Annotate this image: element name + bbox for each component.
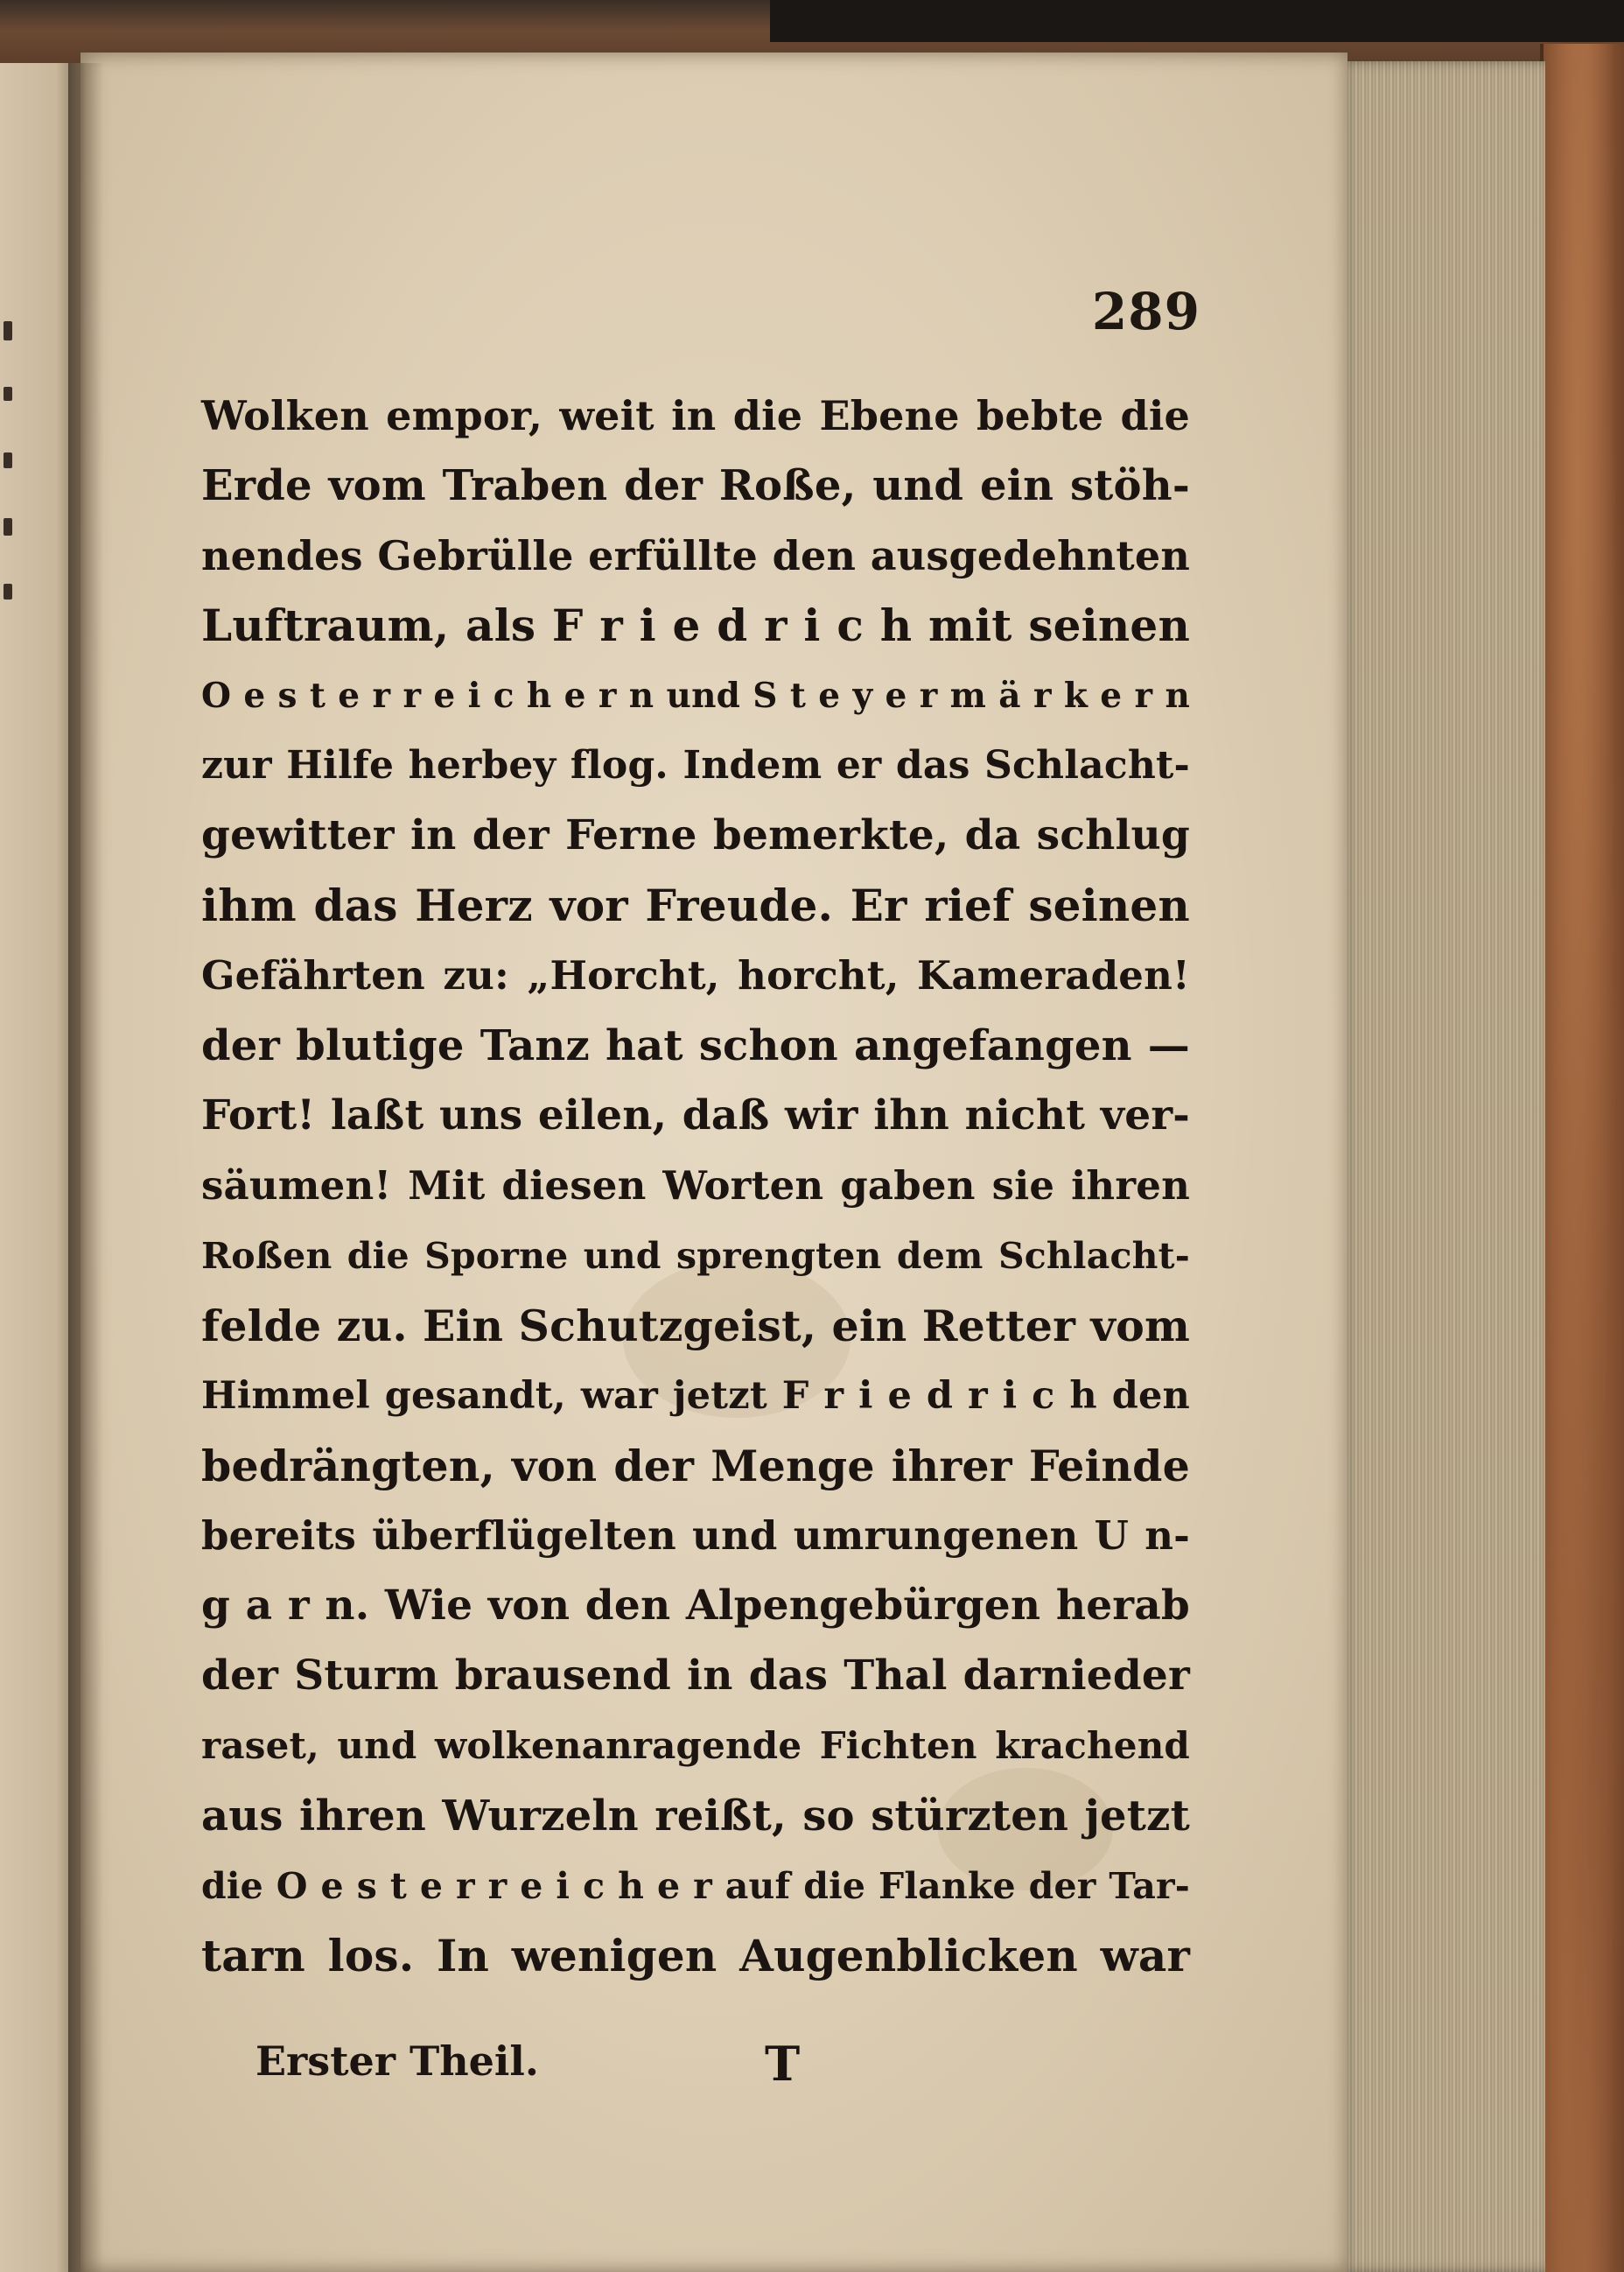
background-dark-area [770,0,1624,42]
text-fragment [4,452,12,468]
page-footer [256,2037,1043,2099]
text-line: ihm das Herz vor Freude. Er rief seinen [201,880,1190,931]
text-line: aus ihren Wurzeln reißt, so stürzten jetzt [201,1792,1190,1841]
page-number: 289 [1091,282,1200,341]
text-line: Himmel gesandt, war jetzt F r i e d r i c h den [201,1374,1190,1418]
text-line: nendes Gebrülle erfüllte den ausgedehnten [201,532,1190,579]
text-fragment [4,584,12,600]
leather-binding [1540,44,1624,2272]
text-line: der blutige Tanz hat schon angefangen — [201,1021,1190,1070]
text-line: säumen! Mit diesen Worten gaben sie ihren [201,1162,1190,1209]
book-page [80,53,1348,2272]
text-line: Wolken empor, weit in die Ebene bebte die [201,392,1190,439]
text-line: gewitter in der Ferne bemerkte, da schlug [201,811,1190,859]
text-line: Fort! laßt uns eilen, daß wir ihn nicht ver- [201,1091,1190,1140]
volume-signature: Erster Theil. [256,2037,539,2085]
page-gutter-shadow [68,63,103,2272]
text-line: g a r n. Wie von den Alpengebürgen herab [201,1581,1190,1630]
text-line: Roßen die Sporne und sprengten dem Schlacht- [201,1235,1190,1277]
previous-page-text-fragments [0,63,18,2272]
text-fragment [4,518,12,536]
text-line: zur Hilfe herbey flog. Indem er das Schlacht- [201,743,1190,788]
gathering-mark: T [765,2036,801,2092]
text-line: bereits überflügelten und umrungenen U n- [201,1512,1190,1559]
page-fore-edge [1339,61,1545,2272]
text-line: raset, und wolkenanragende Fichten krachend [201,1724,1190,1767]
text-line: O e s t e r r e i c h e r n und S t e y e r m ä r k e r n [201,676,1190,716]
text-line: Erde vom Traben der Roße, und ein stöh- [201,461,1190,510]
text-line: die O e s t e r r e i c h e r auf die Flanke der Tar- [201,1865,1190,1907]
text-line: der Sturm brausend in das Thal darnieder [201,1651,1190,1700]
text-fragment [4,321,12,340]
text-line: Luftraum, als F r i e d r i c h mit seinen [201,600,1190,651]
text-line: bedrängten, von der Menge ihrer Feinde [201,1441,1190,1491]
text-line: felde zu. Ein Schutzgeist, ein Retter vom [201,1301,1190,1351]
page-body-text [201,381,1190,1991]
text-line: tarn los. In wenigen Augenblicken war [201,1930,1190,1981]
text-line: Gefährten zu: „Horcht, horcht, Kameraden! [201,952,1190,999]
text-fragment [4,387,12,401]
